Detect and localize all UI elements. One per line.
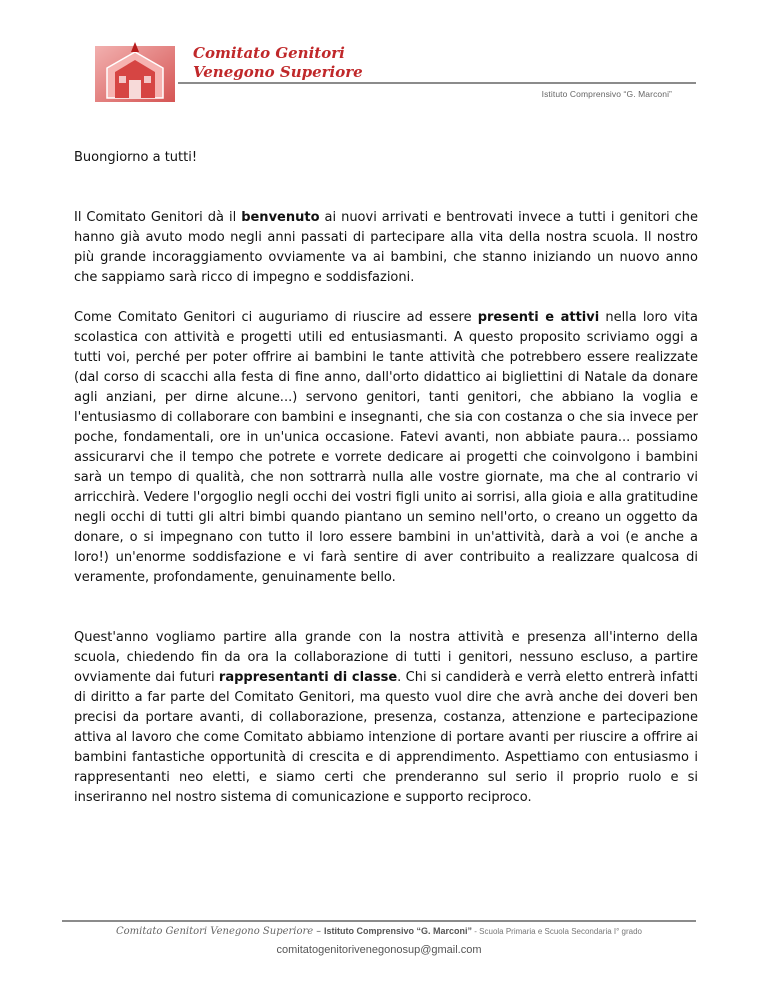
footer-school: Istituto Comprensivo “G. Marconi” [324, 926, 473, 936]
header-divider [178, 82, 696, 84]
footer-school-levels: Scuola Primaria e Scuola Secondaria I° grado [479, 927, 642, 936]
organization-name-line2: Venegono Superiore [193, 63, 363, 81]
organization-name [193, 44, 363, 82]
letter-body [74, 148, 698, 808]
greeting: Buongiorno a tutti! [74, 150, 198, 165]
paragraph-representatives-text-a: Quest'anno vogliamo partire alla grande con la nostra attività e presenza all'interno della scuola, chiedendo fin da ora la collaborazione di tutti i genitori, nessuno escluso, a partire ovviamente dai futuri [74, 630, 698, 685]
header-school-name: Istituto Comprensivo “G. Marconi” [541, 89, 672, 99]
paragraph-representatives [74, 628, 698, 808]
paragraph-welcome [74, 208, 698, 288]
paragraph-representatives-bold: rappresentanti di classe [218, 670, 398, 685]
school-building-logo-icon [95, 42, 175, 104]
paragraph-activities-bold: presenti e attivi [477, 310, 600, 325]
footer-email: comitatogenitorivenegonosup@gmail.com [276, 944, 482, 956]
organization-name-line1: Comitato Genitori [193, 44, 345, 62]
paragraph-activities [74, 308, 698, 588]
footer-organization: Comitato Genitori Venegono Superiore [115, 926, 314, 937]
paragraph-welcome-text-a: Il Comitato Genitori dà il [74, 210, 242, 225]
footer-separator-1: – [313, 926, 325, 937]
footer-separator-2: - [472, 927, 480, 936]
paragraph-activities-text-a: Come Comitato Genitori ci auguriamo di riuscire ad essere [74, 310, 478, 325]
footer-info [62, 926, 696, 937]
footer-divider [62, 920, 696, 922]
paragraph-activities-text-b: nella loro vita scolastica con attività e progetti utili ed entusiasmanti. A questo proposito scriviamo oggi a tutti voi, perché per poter offrire ai bambini le tante attività che potrebbero essere realizzate (dal corso di scacchi alla festa di fine anno, dall'orto didattico ai bigliettini di Natale da donare agli anziani, per dirne alcune...) servono genitori, tanti genitori, che abbiano la voglia e l'entusiasmo di collaborare con bambini e insegnanti, che sia con costanza o che sia invece per poche, fondamentali, ore in un'unica occasione. Fatevi avanti, non abbiate paura... possiamo assicurarvi che il tempo che potrete e vorrete dedicare ai progetti che coinvolgono i bambini sarà un tempo di qualità, che non sottrarrà nulla alle vostre giornate, ma che al contrario vi arricchirà. Vedere l'orgoglio negli occhi dei vostri figli unito ai sorrisi, alla gioia e alla gratitudine negli occhi di tutti gli altri bimbi quando piantano un semino nell'orto, o creano un oggetto da donare, o si impegnano con tutto il loro essere bambini in un'attività, darà a voi (e anche a loro!) un'enorme soddisfazione e vi farà sentire di aver contribuito a realizzare qualcosa di veramente, profondamente, genuinamente bello. [74, 310, 698, 585]
paragraph-welcome-text-b: ai nuovi arrivati e bentrovati invece a tutti i genitori che hanno già avuto modo negli anni passati di partecipare alla vita della nostra scuola. Il nostro più grande incoraggiamento ovviamente va ai bambini, che stanno iniziando un nuovo anno che sappiamo sarà ricco di impegno e soddisfazioni. [74, 210, 698, 285]
paragraph-representatives-text-b: . Chi si candiderà e verrà eletto entrerà infatti di diritto a far parte del Comitato Genitori, ma questo vuol dire che avrà anche dei doveri ben precisi da portare avanti, di collaborazione, presenza, costanza, attenzione e partecipazione attiva al lavoro che come Comitato abbiamo intenzione di portare avanti per riuscire a offrire ai bambini fantastiche opportunità di crescita e di apprendimento. Aspettiamo con entusiasmo i rappresentanti neo eletti, e siamo certi che prenderanno sul serio il proprio ruolo e si inseriranno nel nostro sistema di comunicazione e supporto reciproco. [74, 670, 698, 805]
paragraph-welcome-bold: benvenuto [241, 210, 320, 225]
